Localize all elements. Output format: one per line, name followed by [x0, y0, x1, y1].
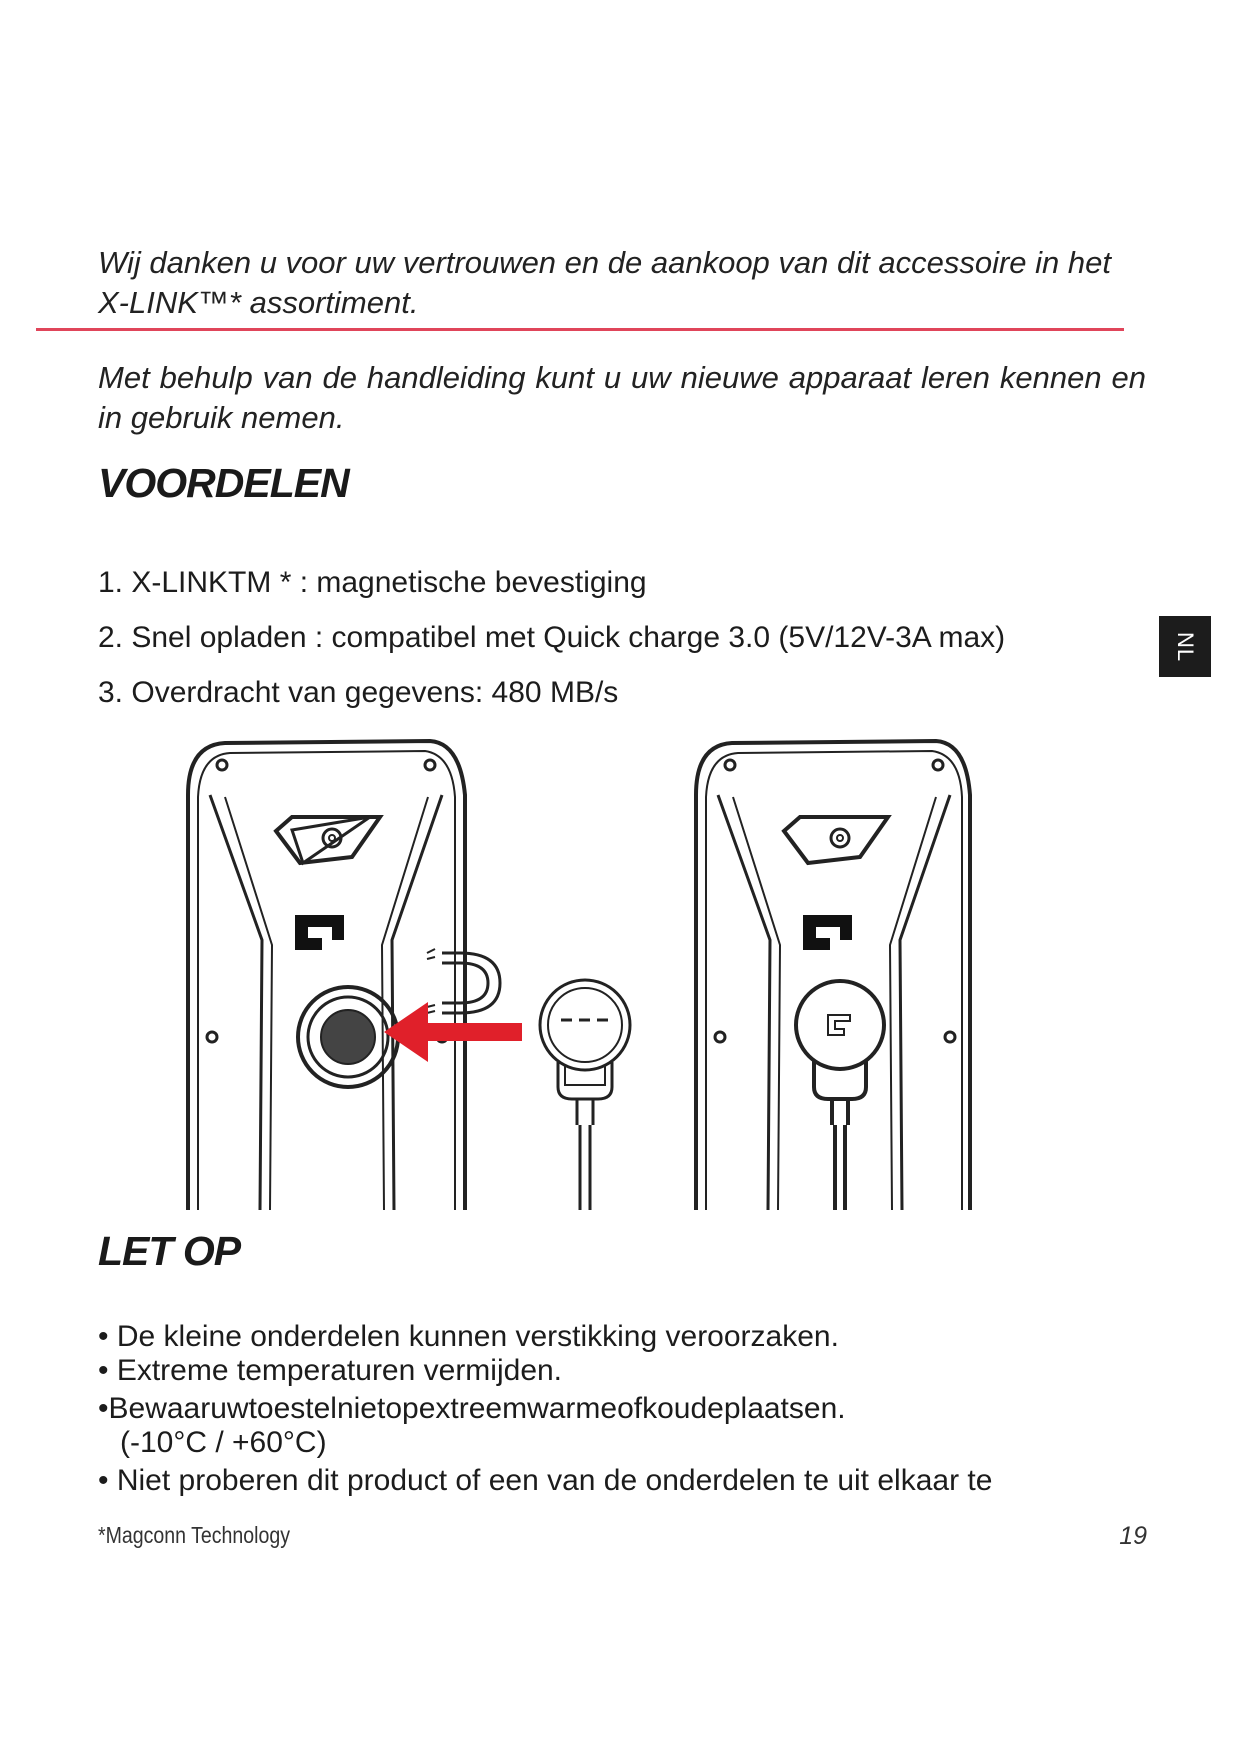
- arrow-icon: [384, 1002, 522, 1062]
- caution-item: • Niet proberen dit product of een van de onderdelen te uit elkaar te: [98, 1464, 993, 1497]
- benefits-heading: VOORDELEN: [98, 460, 349, 506]
- language-tab: [1159, 616, 1211, 677]
- footnote: *Magconn Technology: [98, 1522, 291, 1548]
- caution-item: (-10°C / +60°C): [120, 1426, 327, 1459]
- benefit-item: 2. Snel opladen : compatibel met Quick charge 3.0 (5V/12V-3A max): [98, 621, 1006, 654]
- brand-logo-icon: [295, 915, 344, 950]
- benefits-list: [98, 558, 1005, 723]
- caution-heading: LET OP: [98, 1228, 241, 1274]
- magnetic-connector-icon: [540, 980, 630, 1210]
- benefit-item: 1. X-LINKTM * : magnetische bevestiging: [98, 566, 647, 599]
- language-label: NL: [1173, 631, 1198, 662]
- intro-text-1: Wij danken u voor uw vertrouwen en de aankoop van dit accessoire in het X-LINK™* assortiment.: [98, 245, 1111, 320]
- caution-item: • De kleine onderdelen kunnen verstikking veroorzaken.: [98, 1320, 839, 1353]
- connection-figure: [180, 735, 1080, 1210]
- caution-list: [98, 1320, 992, 1498]
- page-number: 19: [1119, 1522, 1147, 1550]
- intro-text-2: Met behulp van de handleiding kunt u uw nieuwe apparaat leren kennen en in gebruik nemen.: [98, 360, 1146, 435]
- divider-rule: [36, 328, 1124, 331]
- benefit-item: 3. Overdracht van gegevens: 480 MB/s: [98, 676, 619, 709]
- brand-logo-icon: [803, 915, 852, 950]
- caution-item: •Bewaaruwtoestelnietopextreemwarmeofkoudeplaatsen.: [98, 1392, 846, 1425]
- phone-back-icon: [188, 741, 465, 1210]
- phone-back-connected-icon: [696, 741, 970, 1210]
- caution-item: • Extreme temperaturen vermijden.: [98, 1354, 563, 1387]
